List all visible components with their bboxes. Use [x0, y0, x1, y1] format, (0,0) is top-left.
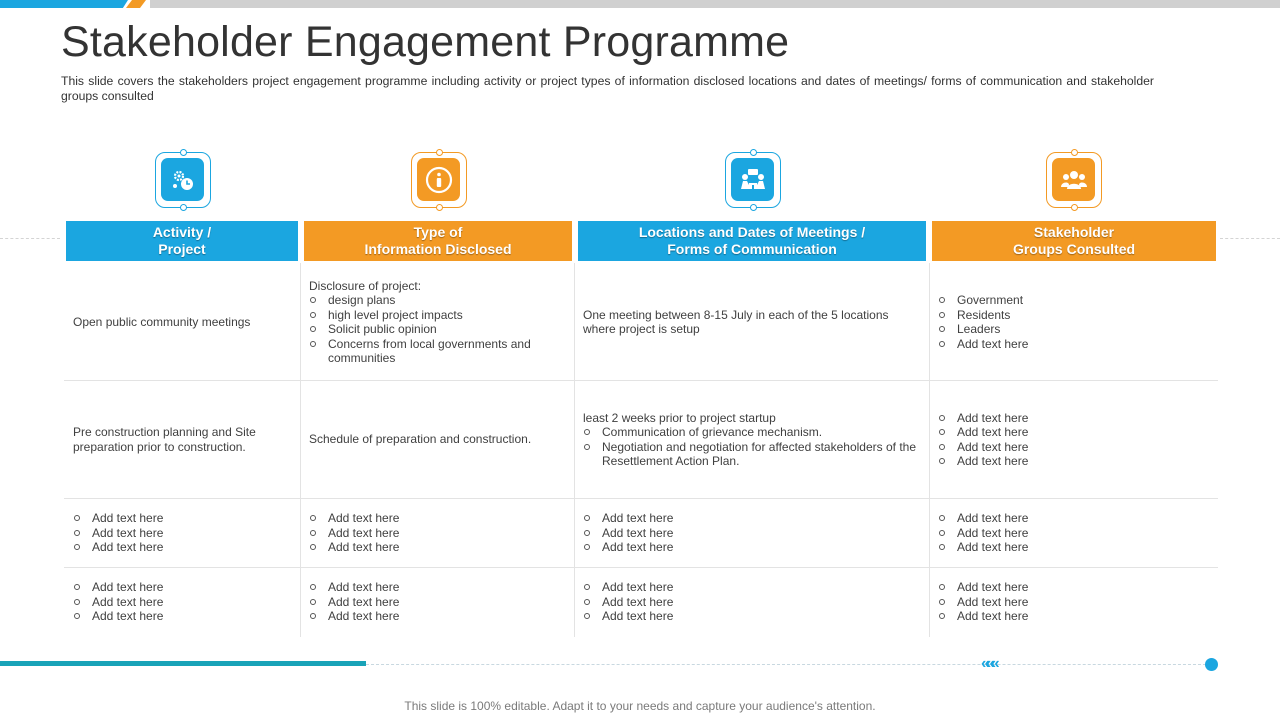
list-item: Add text here: [583, 511, 923, 526]
list-item: Add text here: [938, 337, 1208, 352]
footer-note: This slide is 100% editable. Adapt it to your needs and capture your audience's attention.: [404, 699, 876, 713]
bullet-list: [938, 511, 1208, 555]
list-item: Add text here: [938, 425, 1208, 440]
list-item: Residents: [938, 308, 1208, 323]
table-cell: [583, 568, 923, 636]
header-stakeholders: Stakeholder Groups Consulted: [932, 221, 1216, 261]
table-cell: [309, 568, 569, 636]
header-locations: Locations and Dates of Meetings / Forms of Communication: [578, 221, 926, 261]
list-item: Add text here: [73, 540, 295, 555]
bullet-list: [309, 580, 569, 624]
list-item: Negotiation and negotiation for affected stakeholders of the Resettlement Action Plan.: [583, 440, 923, 469]
list-item: Solicit public opinion: [309, 322, 569, 337]
page-title: Stakeholder Engagement Programme: [61, 18, 790, 66]
list-item: Concerns from local governments and communities: [309, 337, 569, 366]
list-item: Add text here: [309, 540, 569, 555]
list-item: Government: [938, 293, 1208, 308]
bullet-list: [309, 511, 569, 555]
info-icon: [411, 152, 467, 208]
list-item: Add text here: [583, 609, 923, 624]
table-cell: [938, 381, 1208, 498]
list-item: Add text here: [938, 540, 1208, 555]
table-cell: [938, 568, 1208, 636]
column-divider: [300, 263, 301, 637]
table-cell: [73, 264, 295, 380]
list-item: Add text here: [583, 580, 923, 595]
list-item: Add text here: [73, 609, 295, 624]
bullet-list: [938, 293, 1208, 351]
people-group-icon: [1046, 152, 1102, 208]
top-accent-bar: [0, 0, 1280, 8]
list-item: Add text here: [583, 526, 923, 541]
list-item: Add text here: [938, 580, 1208, 595]
bullet-list: [938, 411, 1208, 469]
list-item: Add text here: [309, 526, 569, 541]
table-cell: [938, 499, 1208, 567]
list-item: Communication of grievance mechanism.: [583, 425, 923, 440]
list-item: Add text here: [309, 609, 569, 624]
header-activity: Activity / Project: [66, 221, 298, 261]
list-item: Add text here: [938, 595, 1208, 610]
table-cell: [309, 381, 569, 498]
list-item: Add text here: [309, 595, 569, 610]
list-item: Leaders: [938, 322, 1208, 337]
chevrons-left-icon: «««: [981, 655, 996, 672]
meeting-icon: [725, 152, 781, 208]
column-divider: [574, 263, 575, 637]
bottom-divider: [366, 664, 1206, 665]
list-item: Add text here: [73, 580, 295, 595]
list-item: Add text here: [938, 411, 1208, 426]
table-cell: [583, 264, 908, 380]
list-item: design plans: [309, 293, 569, 308]
bullet-list: [309, 293, 569, 366]
progress-dot: [1205, 658, 1218, 671]
cell-lead: Disclosure of project:: [309, 278, 422, 293]
list-item: Add text here: [583, 540, 923, 555]
table-cell: [73, 381, 288, 498]
bullet-list: [938, 580, 1208, 624]
cell-text: One meeting between 8-15 July in each of the 5 locations where project is setup: [583, 307, 889, 336]
list-item: Add text here: [309, 511, 569, 526]
table-cell: [73, 499, 295, 567]
table-cell: [938, 264, 1208, 380]
list-item: Add text here: [583, 595, 923, 610]
list-item: Add text here: [73, 511, 295, 526]
table-cell: [73, 568, 295, 636]
table-cell: [583, 381, 923, 498]
right-divider: [1220, 238, 1280, 239]
list-item: Add text here: [938, 511, 1208, 526]
progress-bar: [0, 661, 366, 666]
list-item: Add text here: [938, 440, 1208, 455]
bullet-list: [73, 511, 295, 555]
table-cell: [309, 499, 569, 567]
table-cell: [309, 264, 569, 380]
cell-text: Open public community meetings: [73, 314, 251, 329]
table-cell: [583, 499, 923, 567]
list-item: Add text here: [73, 526, 295, 541]
list-item: high level project impacts: [309, 308, 569, 323]
list-item: Add text here: [73, 595, 295, 610]
bullet-list: [583, 580, 923, 624]
cell-text: Schedule of preparation and construction.: [309, 432, 532, 447]
list-item: Add text here: [938, 526, 1208, 541]
list-item: Add text here: [309, 580, 569, 595]
page-subtitle: This slide covers the stakeholders project engagement programme including activity or project types of information disclosed locations and dates of meetings/ forms of communication and stakeholder groups consulted: [61, 74, 1154, 103]
left-divider: [0, 238, 60, 239]
header-information: Type of Information Disclosed: [304, 221, 572, 261]
bullet-list: [583, 511, 923, 555]
column-divider: [929, 263, 930, 637]
list-item: Add text here: [938, 454, 1208, 469]
bullet-list: [583, 425, 923, 469]
cell-text: Pre construction planning and Site preparation prior to construction.: [73, 425, 256, 454]
cell-lead: least 2 weeks prior to project startup: [583, 410, 776, 425]
gear-clock-icon: [155, 152, 211, 208]
bullet-list: [73, 580, 295, 624]
list-item: Add text here: [938, 609, 1208, 624]
